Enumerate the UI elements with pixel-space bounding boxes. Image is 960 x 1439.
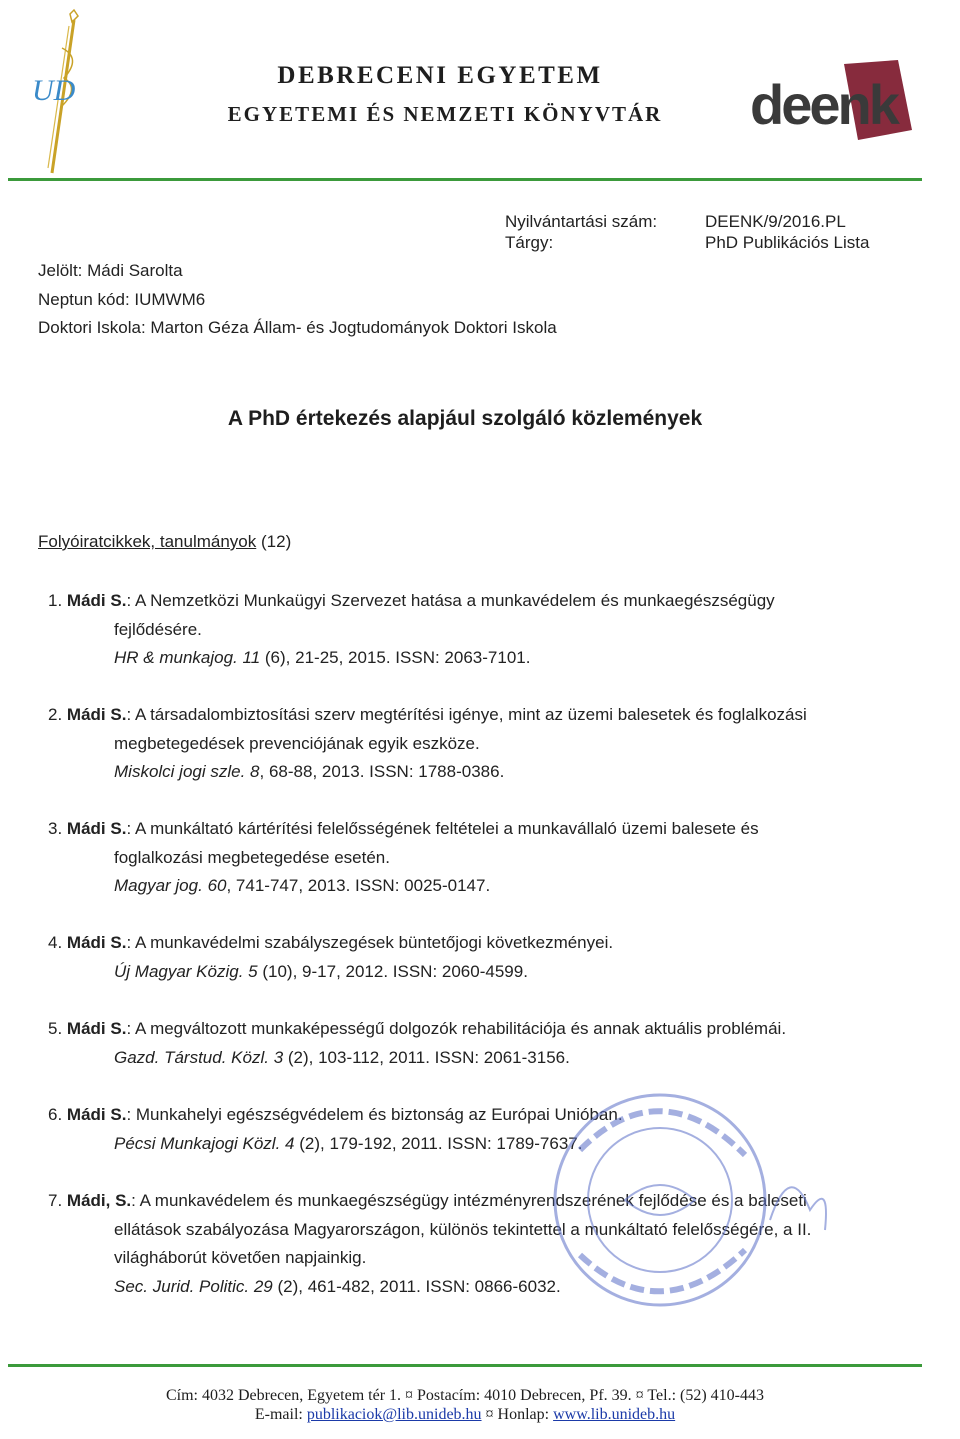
publication-volume: 4 bbox=[285, 1133, 295, 1153]
publication-title-line-first bbox=[48, 1105, 623, 1125]
publication-title-line bbox=[114, 1248, 366, 1268]
footer-web-label: ¤ Honlap: bbox=[481, 1406, 554, 1423]
publication-title-line bbox=[114, 848, 390, 868]
section-count: (12) bbox=[261, 532, 292, 551]
publication-details: (10), 9-17, 2012. ISSN: 2060-4599. bbox=[257, 961, 528, 981]
neptun-code: Neptun kód: IUMWM6 bbox=[38, 290, 206, 309]
university-name: DEBRECENI EGYETEM bbox=[277, 62, 603, 89]
subject-value: PhD Publikációs Lista bbox=[705, 233, 870, 252]
doctoral-school: Doktori Iskola: Marton Géza Állam- és Jogtudományok Doktori Iskola bbox=[38, 318, 557, 337]
library-name: EGYETEMI ÉS NEMZETI KÖNYVTÁR bbox=[227, 102, 663, 126]
publication-title: foglalkozási megbetegedése esetén. bbox=[114, 847, 390, 867]
publication-citation bbox=[114, 1048, 570, 1068]
publication-journal: Sec. Jurid. Politic. bbox=[114, 1276, 250, 1296]
publication-title-line-first bbox=[48, 819, 759, 839]
publication-volume: 29 bbox=[253, 1276, 273, 1296]
publication-author: Mádi S. bbox=[66, 819, 127, 838]
publication-author: Mádi, S. bbox=[66, 1191, 132, 1210]
publication-number: 5. bbox=[48, 1019, 63, 1038]
publication-details: (2), 103-112, 2011. ISSN: 2061-3156. bbox=[283, 1047, 570, 1067]
publication-title: : A munkáltató kártérítési felelősségének feltételei a munkavállaló üzemi balesete és bbox=[126, 819, 759, 838]
publication-volume: 8 bbox=[250, 762, 260, 781]
publication-author: Mádi S. bbox=[66, 591, 127, 610]
publication-journal: HR & munkajog. bbox=[114, 648, 238, 667]
deenk-logo-text: deenk bbox=[750, 73, 897, 136]
publication-details: (6), 21-25, 2015. ISSN: 2063-7101. bbox=[260, 648, 531, 667]
university-stamp bbox=[540, 1080, 840, 1320]
publication-title-line-first bbox=[48, 933, 613, 953]
publication-journal: Miskolci jogi szle. bbox=[114, 762, 246, 781]
deenk-logo bbox=[748, 60, 918, 144]
section-title-text: Folyóiratcikkek, tanulmányok bbox=[38, 532, 257, 551]
footer-web-link[interactable]: www.lib.unideb.hu bbox=[553, 1406, 676, 1423]
publication-title-line-first bbox=[48, 1019, 786, 1039]
publication-title: : A munkavédelem és munkaegészségügy intézményrendszerének fejlődése és a baleseti bbox=[131, 1191, 807, 1210]
publication-title: : A megváltozott munkaképességű dolgozók rehabilitációja és annak aktuális problémái. bbox=[126, 1019, 787, 1038]
publication-number: 6. bbox=[48, 1105, 63, 1124]
publication-details: , 68-88, 2013. ISSN: 1788-0386. bbox=[259, 762, 505, 781]
publication-title: megbetegedések prevenciójának egyik eszköze. bbox=[114, 733, 480, 753]
publication-author: Mádi S. bbox=[66, 933, 127, 952]
publication-title: világháborút követően napjainkig. bbox=[114, 1248, 367, 1267]
publication-title: fejlődésére. bbox=[114, 619, 202, 639]
publication-title: : A munkavédelmi szabályszegések büntetőjogi következményei. bbox=[126, 933, 614, 952]
candidate-name: Jelölt: Mádi Sarolta bbox=[38, 261, 183, 280]
publication-number: 2. bbox=[48, 705, 63, 724]
publication-number: 4. bbox=[48, 933, 63, 952]
publication-title-line-first bbox=[48, 591, 775, 611]
publication-details: , 741-747, 2013. ISSN: 0025-0147. bbox=[226, 876, 491, 895]
publication-citation bbox=[114, 648, 530, 668]
publication-volume: 3 bbox=[273, 1047, 284, 1067]
publication-details: (2), 461-482, 2011. ISSN: 0866-6032. bbox=[272, 1276, 561, 1296]
header-rule bbox=[8, 178, 922, 181]
publication-volume: 60 bbox=[207, 876, 227, 895]
university-logo bbox=[22, 8, 92, 178]
reg-number-value: DEENK/9/2016.PL bbox=[705, 212, 846, 231]
footer-rule bbox=[8, 1364, 922, 1367]
publication-details: (2), 179-192, 2011. ISSN: 1789-7637. bbox=[294, 1133, 583, 1153]
publication-citation bbox=[114, 762, 504, 782]
publication-citation bbox=[114, 1134, 582, 1154]
footer-address: Cím: 4032 Debrecen, Egyetem tér 1. ¤ Postacím: 4010 Debrecen, Pf. 39. ¤ Tel.: (52) 410-443 bbox=[165, 1387, 764, 1404]
subject-label: Tárgy: bbox=[505, 233, 554, 252]
publication-title-line bbox=[114, 620, 202, 640]
publication-title-line-first bbox=[48, 705, 807, 725]
publication-volume: 5 bbox=[248, 961, 258, 981]
publication-journal: Pécsi Munkajogi Közl. bbox=[114, 1133, 281, 1153]
reg-number-label: Nyilvántartási szám: bbox=[505, 212, 658, 231]
publication-author: Mádi S. bbox=[66, 1019, 127, 1038]
publication-title-line bbox=[114, 734, 480, 754]
footer-contact bbox=[0, 1406, 930, 1424]
publication-number: 7. bbox=[48, 1191, 63, 1210]
footer-email-link[interactable]: publikaciok@lib.unideb.hu bbox=[306, 1406, 482, 1423]
publication-author: Mádi S. bbox=[66, 1105, 127, 1124]
section-title bbox=[38, 532, 291, 552]
publication-title: ellátások szabályozása Magyarországon, különös tekintettel a munkáltató felelősségére, a II. bbox=[114, 1219, 812, 1239]
university-logo-letters: UD bbox=[32, 74, 76, 107]
publication-citation bbox=[114, 876, 490, 896]
publication-number: 3. bbox=[48, 819, 63, 838]
publication-volume: 11 bbox=[242, 648, 261, 667]
footer-email-label: E-mail: bbox=[254, 1406, 307, 1423]
publication-citation bbox=[114, 962, 528, 982]
publication-title: : A társadalombiztosítási szerv megtérítési igénye, mint az üzemi balesetek és foglalkozási bbox=[126, 705, 807, 724]
publication-title: : A Nemzetközi Munkaügyi Szervezet hatása a munkavédelem és munkaegészségügy bbox=[126, 591, 775, 610]
publication-title: : Munkahelyi egészségvédelem és biztonság az Európai Unióban. bbox=[126, 1105, 623, 1124]
publication-journal: Magyar jog. bbox=[114, 876, 203, 895]
publication-author: Mádi S. bbox=[66, 705, 127, 724]
publication-journal: Gazd. Társtud. Közl. bbox=[114, 1047, 269, 1067]
publication-number: 1. bbox=[48, 591, 63, 610]
publication-journal: Új Magyar Közig. bbox=[114, 961, 244, 981]
page-heading: A PhD értekezés alapjául szolgáló közlemények bbox=[227, 407, 703, 430]
publication-citation bbox=[114, 1277, 561, 1297]
